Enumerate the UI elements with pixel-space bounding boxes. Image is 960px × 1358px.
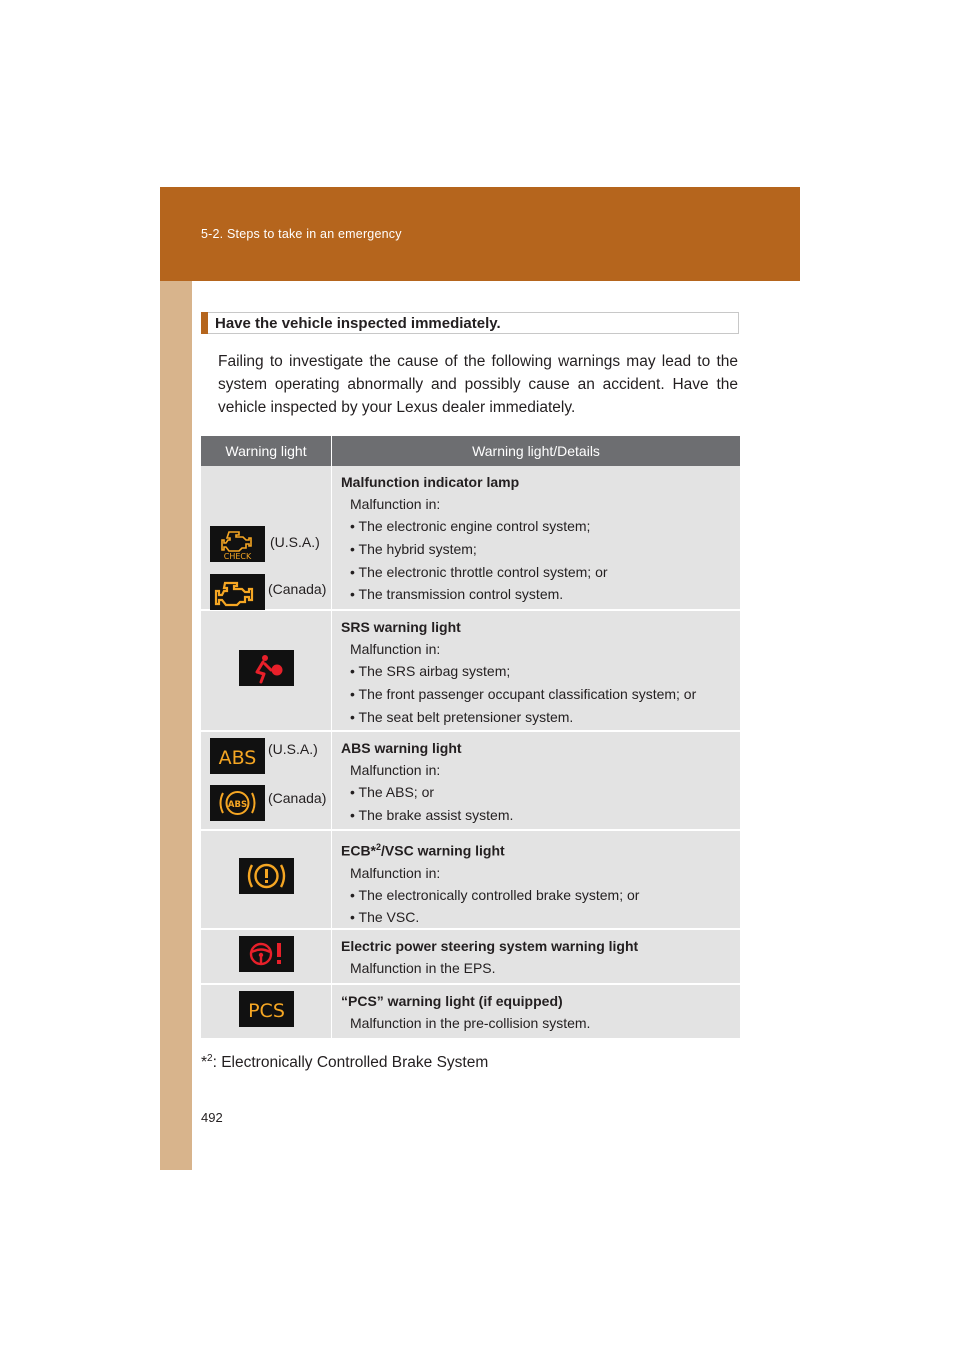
footnote-superscript: 2 xyxy=(207,1053,213,1064)
malfunction-item: • The ABS; or xyxy=(350,784,435,800)
warning-title: Malfunction indicator lamp xyxy=(341,474,520,490)
intro-paragraph: Failing to investigate the cause of the following warnings may lead to the system operating abnormally and possibly cause an accident. Have the vehicle inspected by your Lexus dealer immediately. xyxy=(218,353,738,416)
malfunction-item: • The transmission control system. xyxy=(350,586,564,603)
malfunction-item: • The seat belt pretensioner system. xyxy=(350,708,574,725)
warning-light-cell xyxy=(201,466,332,609)
malfunction-item: • The electronic throttle control system; or xyxy=(350,563,608,580)
warning-details xyxy=(341,985,740,1042)
title-prefix: ECB* xyxy=(341,842,377,859)
pcs-icon xyxy=(239,991,294,1027)
header-band xyxy=(160,187,800,281)
malfunction-label: Malfunction in the pre-collision system. xyxy=(350,1015,591,1031)
engine-icon xyxy=(210,574,265,610)
malfunction-label: Malfunction in the EPS. xyxy=(350,960,496,976)
warning-title: ABS warning light xyxy=(341,740,462,756)
warning-light-cell xyxy=(201,930,332,983)
warning-title: “PCS” warning light (if equipped) xyxy=(341,993,563,1009)
table-row xyxy=(201,466,740,611)
section-title: 5-2. Steps to take in an emergency xyxy=(201,227,402,241)
malfunction-label: Malfunction in: xyxy=(350,496,441,512)
page-number: 492 xyxy=(201,1110,223,1125)
table-header xyxy=(201,436,740,466)
sidebar-strip xyxy=(160,281,192,1170)
column-header-details: Warning light/Details xyxy=(472,443,600,459)
title-suffix: /VSC warning light xyxy=(381,842,505,859)
table-row xyxy=(201,930,740,985)
warning-details xyxy=(341,611,740,736)
footnote xyxy=(201,1053,488,1072)
region-label-canada: (Canada) xyxy=(268,790,327,806)
table-row xyxy=(201,831,740,930)
warning-light-cell xyxy=(201,732,332,829)
srs-airbag-icon xyxy=(239,650,294,686)
warning-light-cell xyxy=(201,611,332,730)
svg-text:PCS: PCS xyxy=(248,1000,285,1022)
malfunction-label: Malfunction in: xyxy=(350,864,441,881)
warning-details xyxy=(341,930,740,987)
warning-title xyxy=(341,837,730,862)
svg-text:ABS: ABS xyxy=(227,800,248,810)
region-label-canada: (Canada) xyxy=(268,581,327,597)
malfunction-item: • The electronically controlled brake system; or xyxy=(350,886,640,903)
malfunction-item: • The brake assist system. xyxy=(350,806,514,823)
malfunction-item: • The front passenger occupant classification system; or xyxy=(350,685,697,702)
warning-light-cell xyxy=(201,985,332,1038)
warning-table xyxy=(201,436,740,1038)
abs-text-icon xyxy=(210,738,265,774)
svg-text:ABS: ABS xyxy=(218,747,257,769)
warning-title: Electric power steering system warning light xyxy=(341,938,639,954)
footnote-text: : Electronically Controlled Brake System xyxy=(212,1054,489,1072)
malfunction-item: • The VSC. xyxy=(350,909,420,926)
power-steering-icon xyxy=(239,936,294,972)
malfunction-item: • The electronic engine control system; xyxy=(350,518,591,534)
malfunction-item: • The hybrid system; xyxy=(350,540,477,557)
table-row xyxy=(201,732,740,831)
warning-details xyxy=(341,466,740,614)
column-header-warning-light: Warning light xyxy=(201,436,332,466)
table-row xyxy=(201,611,740,732)
footnote-marker: * xyxy=(201,1054,208,1072)
table-row xyxy=(201,985,740,1038)
abs-circle-icon xyxy=(210,785,265,821)
warning-light-cell xyxy=(201,831,332,928)
section-heading xyxy=(201,312,739,334)
region-label-us: (U.S.A.) xyxy=(270,534,320,550)
brake-warning-icon xyxy=(239,858,294,894)
malfunction-item: • The SRS airbag system; xyxy=(350,663,511,679)
title-superscript: 2 xyxy=(376,842,382,852)
section-heading-text: Have the vehicle inspected immediately. xyxy=(215,315,501,332)
malfunction-label: Malfunction in: xyxy=(350,641,441,657)
svg-text:CHECK: CHECK xyxy=(223,552,252,561)
warning-details xyxy=(341,732,740,835)
region-label-us: (U.S.A.) xyxy=(268,741,318,757)
heading-accent-bar xyxy=(201,312,208,334)
malfunction-label: Malfunction in: xyxy=(350,762,441,778)
check-engine-icon xyxy=(210,526,265,562)
warning-details xyxy=(341,831,740,937)
warning-title: SRS warning light xyxy=(341,619,461,635)
